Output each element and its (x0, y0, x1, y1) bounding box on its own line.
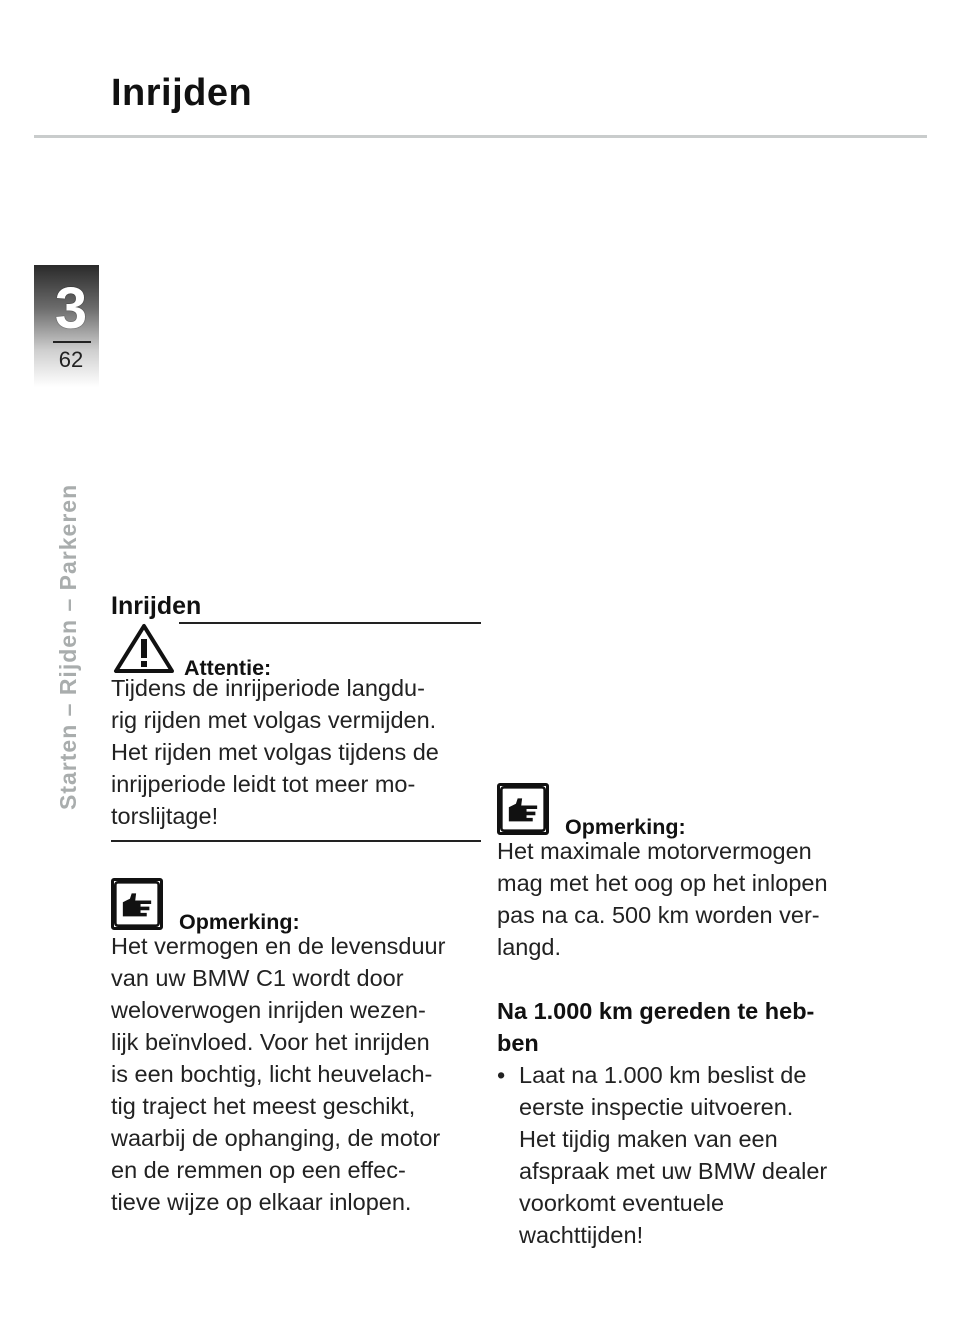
warning-label: Attentie: (184, 656, 272, 680)
warning-line: inrijperiode leidt tot meer mo- (111, 771, 416, 797)
bullet-line: Laat na 1.000 km beslist de (519, 1062, 807, 1088)
page-title: Inrijden (111, 72, 253, 114)
note-line: mag met het oog op het inlopen (497, 870, 828, 896)
warning-bottom-rule (111, 840, 481, 842)
warning-triangle-icon (113, 622, 175, 674)
note-line: langd. (497, 934, 562, 960)
warning-header (111, 622, 481, 680)
bullet-line: voorkomt eventuele (519, 1190, 725, 1216)
note-line: lijk beïnvloed. Voor het inrijden (111, 1028, 430, 1055)
right-column (497, 783, 877, 1251)
left-column (111, 590, 481, 1218)
bullet-dot: • (497, 1062, 506, 1088)
note-line: weloverwogen inrijden wezen- (111, 996, 426, 1023)
warning-line: Het rijden met volgas tijdens de (111, 739, 439, 765)
chapter-divider (53, 341, 91, 343)
note-line: waarbij de ophanging, de motor (111, 1124, 441, 1151)
warning-line: rig rijden met volgas vermijden. (111, 707, 437, 733)
after-1000-heading: Na 1.000 km gereden te heb- (497, 998, 815, 1024)
note-line: tieve wijze op elkaar inlopen. (111, 1188, 412, 1215)
pointing-hand-note-icon (497, 783, 549, 835)
warning-block (111, 622, 481, 842)
bullet-line: Het tijdig maken van een (519, 1126, 778, 1152)
note-line: van uw BMW C1 wordt door (111, 964, 404, 991)
note-line: is een bochtig, licht heuvelach- (111, 1060, 433, 1087)
chapter-side-label: Starten – Rijden – Parkeren (55, 483, 81, 810)
note-line: en de remmen op een effec- (111, 1156, 406, 1183)
bullet-line: eerste inspectie uitvoeren. (519, 1094, 794, 1120)
after-1000-heading: ben (497, 1030, 539, 1056)
page-number: 62 (58, 347, 84, 372)
chapter-number: 3 (54, 276, 88, 341)
pointing-hand-note-icon (111, 878, 163, 930)
bullet-line: wachttijden! (519, 1222, 644, 1248)
note-block (111, 878, 481, 1218)
title-divider (34, 135, 927, 138)
bullet-line: afspraak met uw BMW dealer (519, 1158, 828, 1184)
note-line: Het maximale motorvermogen (497, 838, 812, 864)
warning-line: Tijdens de inrijperiode langdu- (111, 675, 425, 701)
note-label: Opmerking: (179, 909, 300, 934)
note-header (111, 878, 481, 934)
section-heading: Inrijden (111, 592, 202, 620)
note-label: Opmerking: (565, 815, 686, 839)
note-line: tig traject het meest geschikt, (111, 1092, 416, 1119)
warning-line: torslijtage! (111, 803, 219, 829)
note-header (497, 783, 877, 839)
note-line: pas na ca. 500 km worden ver- (497, 902, 820, 928)
bullet-item (497, 1059, 877, 1251)
note-line: Het vermogen en de levensduur (111, 932, 446, 959)
